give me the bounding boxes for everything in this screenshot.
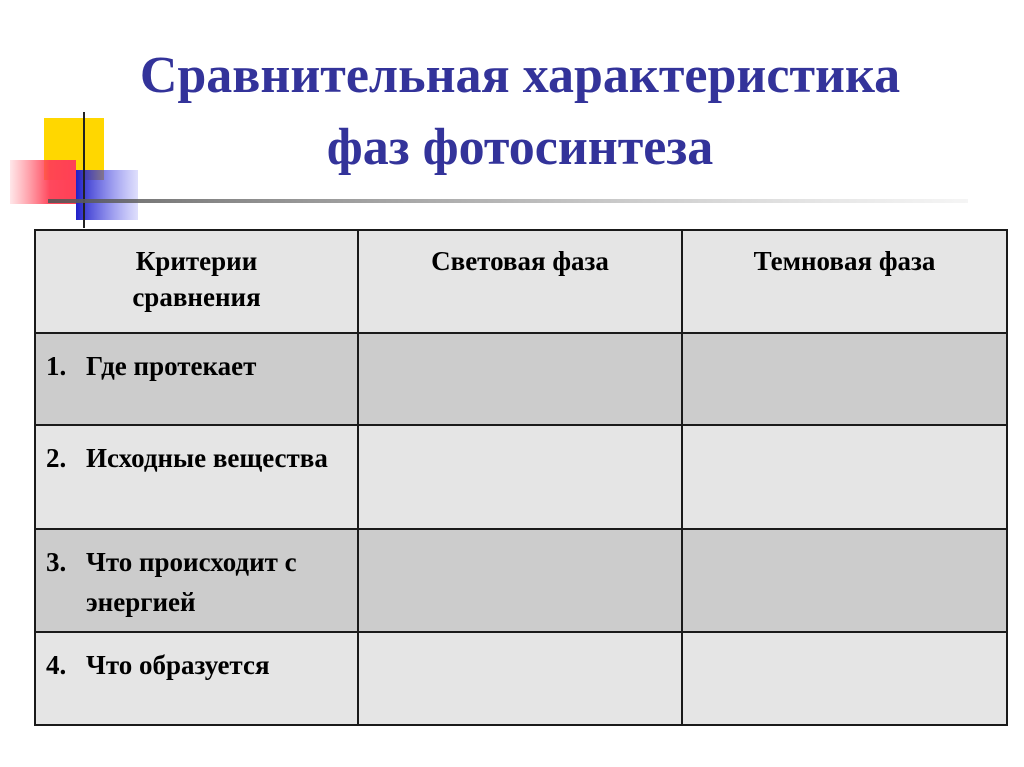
table-row	[35, 333, 1007, 425]
header-light-phase: Световая фаза	[358, 230, 682, 333]
comparison-table-wrapper	[34, 229, 1006, 724]
dark-phase-cell	[682, 425, 1007, 529]
criterion-label: Где протекает	[86, 351, 257, 381]
title-line-1: Сравнительная характеристика	[139, 47, 901, 104]
criterion-label: Исходные вещества	[86, 443, 328, 473]
title-line-2: фаз фотосинтеза	[326, 119, 714, 176]
criterion-label: Что происходит с энергией	[86, 547, 297, 617]
criterion-cell	[35, 425, 358, 529]
criterion-number: 2.	[46, 443, 67, 473]
light-phase-cell	[358, 425, 682, 529]
criterion-cell	[35, 333, 358, 425]
dark-phase-cell	[682, 529, 1007, 632]
light-phase-cell	[358, 529, 682, 632]
table-row	[35, 425, 1007, 529]
table-row	[35, 529, 1007, 632]
dark-phase-cell	[682, 632, 1007, 725]
light-phase-cell	[358, 632, 682, 725]
table-header-row	[35, 230, 1007, 333]
title-underline	[48, 199, 968, 203]
comparison-table	[34, 229, 1008, 726]
dark-phase-cell	[682, 333, 1007, 425]
criterion-number: 4.	[46, 650, 67, 680]
table-row	[35, 632, 1007, 725]
criterion-cell	[35, 632, 358, 725]
light-phase-cell	[358, 333, 682, 425]
criterion-number: 1.	[46, 351, 67, 381]
criterion-label: Что образуется	[86, 650, 270, 680]
header-criteria: Критерии сравнения	[35, 230, 358, 333]
header-dark-phase: Темновая фаза	[682, 230, 1007, 333]
criterion-cell	[35, 529, 358, 632]
criterion-number: 3.	[46, 547, 67, 577]
slide-title	[40, 40, 1000, 184]
